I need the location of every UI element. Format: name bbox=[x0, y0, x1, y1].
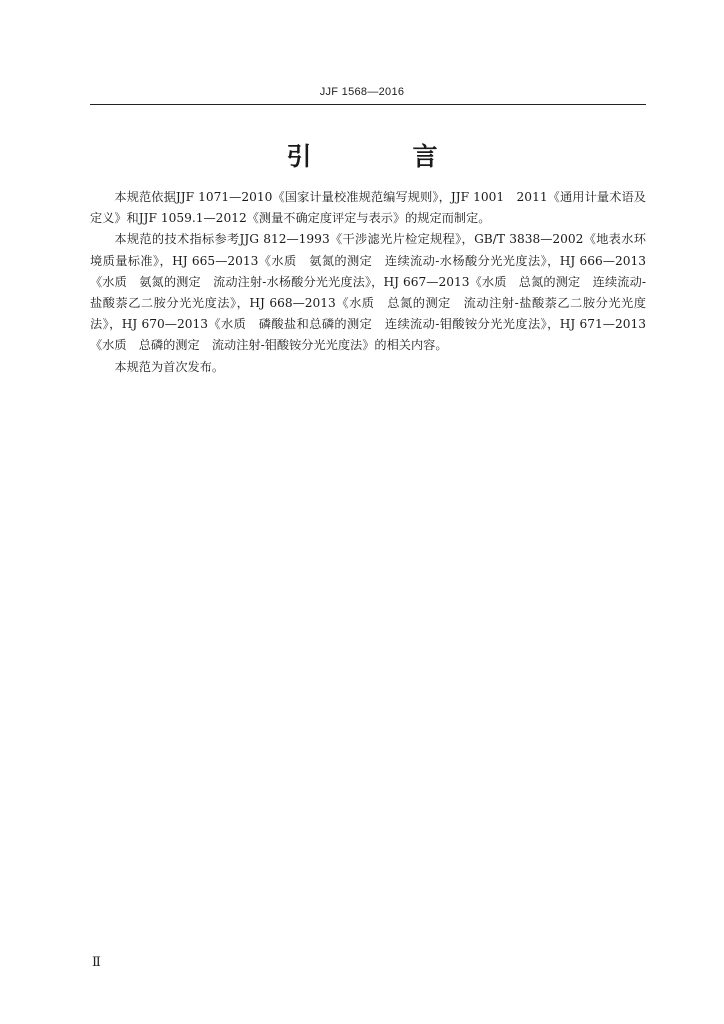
page-title: 引 言 bbox=[286, 142, 476, 171]
paragraph-basis: 本规范依据JJF 1071—2010《国家计量校准规范编写规则》，JJF 1001 2011《通用计量术语及定义》和JJF 1059.1—2012《测量不确定度评定与表示》的规定而制定。 bbox=[90, 190, 646, 226]
paragraph-references: 本规范的技术指标参考JJG 812—1993《干涉滤光片检定规程》，GB/T 3838—2002《地表水环境质量标准》，HJ 665—2013《水质 氨氮的测定 连续流动-水杨酸分光光度法》，HJ 666—2013《水质 氨氮的测定 流动注射-水杨酸分光光度法》，HJ 667—2013《水质 总氮的测定 连续流动-盐酸萘乙二胺分光光度法》，HJ 668—2013《水质 总氮的测定 流动注射-盐酸萘乙二胺分光光度法》，HJ 670—2013《水质 磷酸盐和总磷的测定 连续流动-钼酸铵分光光度法》，HJ 671—2013《水质 总磷的测定 流动注射-钼酸铵分光光度法》的相关内容。 bbox=[90, 232, 646, 353]
body-text bbox=[90, 187, 646, 378]
header-rule bbox=[90, 104, 646, 105]
running-header: JJF 1568—2016 bbox=[319, 86, 405, 98]
page-number: Ⅱ bbox=[92, 955, 101, 970]
paragraph-first-release: 本规范为首次发布。 bbox=[114, 359, 225, 374]
